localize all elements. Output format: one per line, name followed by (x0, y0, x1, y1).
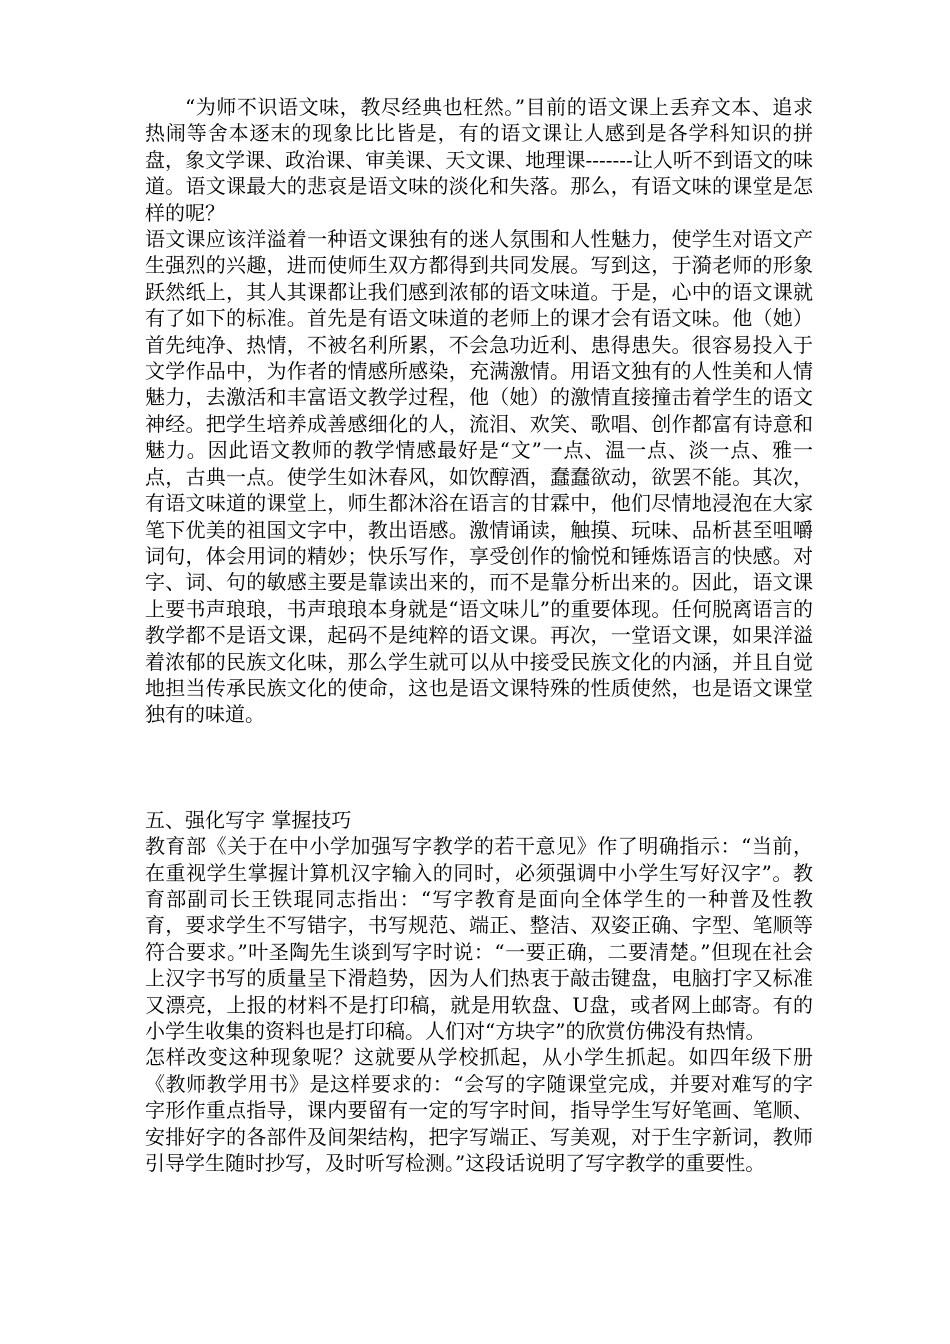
section-heading: 五、强化写字 掌握技巧 (145, 807, 352, 832)
section-gap (145, 728, 813, 807)
paragraph-chinese-class-standard: 语文课应该洋溢着一种语文课独有的迷人氛围和人性魅力，使学生对语文产生强烈的兴趣，进而使师生双方都得到共同发展。写到这，于漪老师的形象跃然纸上，其人其课都让我们感到浓郁的语文味道。于是，心中的语文课就有了如下的标准。首先是有语文味道的老师上的课才会有语文味。他（她）首先纯净、热情，不被名利所累，不会急功近利、患得患失。很容易投入于文学作品中，为作者的情感所感染，充满激情。用语文独有的人性美和人情魅力，去激活和丰富语文教学过程，他（她）的激情直接撞击着学生的语文神经。把学生培养成善感细化的人，流泪、欢笑、歌唱、创作都富有诗意和魅力。因此语文教师的教学情感最好是“文”一点、温一点、淡一点、雅一点，古典一点。使学生如沐春风，如饮醇酒，蠢蠢欲动，欲罢不能。其次，有语文味道的课堂上，师生都沐浴在语言的甘霖中，他们尽情地浸泡在大家笔下优美的祖国文字中，教出语感。激情诵读，触摸、玩味、品析甚至咀嚼词句，体会用词的精妙；快乐写作，享受创作的愉悦和锤炼语言的快感。对字、词、句的敏感主要是靠读出来的，而不是靠分析出来的。因此，语文课上要书声琅琅，书声琅琅本身就是“语文味儿”的重要体现。任何脱离语言的教学都不是语文课，起码不是纯粹的语文课。再次，一堂语文课，如果洋溢着浓郁的民族文化味，那么学生就可以从中接受民族文化的内涵，并且自觉地担当传承民族文化的使命，这也是语文课特殊的性质使然，也是语文课堂独有的味道。 (145, 227, 813, 727)
paragraph-writing-guidance: 教育部《关于在中小学加强写字教学的若干意见》作了明确指示：“当前，在重视学生掌握计算机汉字输入的同时，必须强调中小学生写好汉字”。教育部副司长王铁琨同志指出：“写字教育是面向全体学生的一种普及性教育，要求学生不写错字，书写规范、端正、整洁、双姿正确、字型、笔顺等符合要求。”叶圣陶先生谈到写字时说：“一要正确，二要清楚。”但现在社会上汉字书写的质量呈下滑趋势，因为人们热衷于敲击键盘，电脑打字又标准又漂亮，上报的材料不是打印稿，就是用软盘、U盘，或者网上邮寄。有的小学生收集的资料也是打印稿。人们对“方块字”的欣赏仿佛没有热情。 (145, 834, 813, 1043)
paragraph-intro: “为师不识语文味，教尽经典也枉然。”目前的语文课上丢弃文本、追求热闹等舍本逐末的现象比比皆是，有的语文课让人感到是各学科知识的拼盘，象文学课、政治课、审美课、天文课、地理课-------让人听不到语文的味道。语文课最大的悲哀是语文味的淡化和失落。那么，有语文味的课堂是怎样的呢？ (145, 95, 813, 225)
document-page (145, 94, 813, 1176)
paragraph-writing-method: 怎样改变这种现象呢？这就要从学校抓起，从小学生抓起。如四年级下册《教师教学用书》是这样要求的：“会写的字随课堂完成，并要对难写的字字形作重点指导，课内要留有一定的写字时间，指导学生写好笔画、笔顺、安排好字的各部件及间架结构，把字写端正、写美观，对于生字新词，教师引导学生随时抄写，及时听写检测。”这段话说明了写字教学的重要性。 (145, 1045, 813, 1176)
